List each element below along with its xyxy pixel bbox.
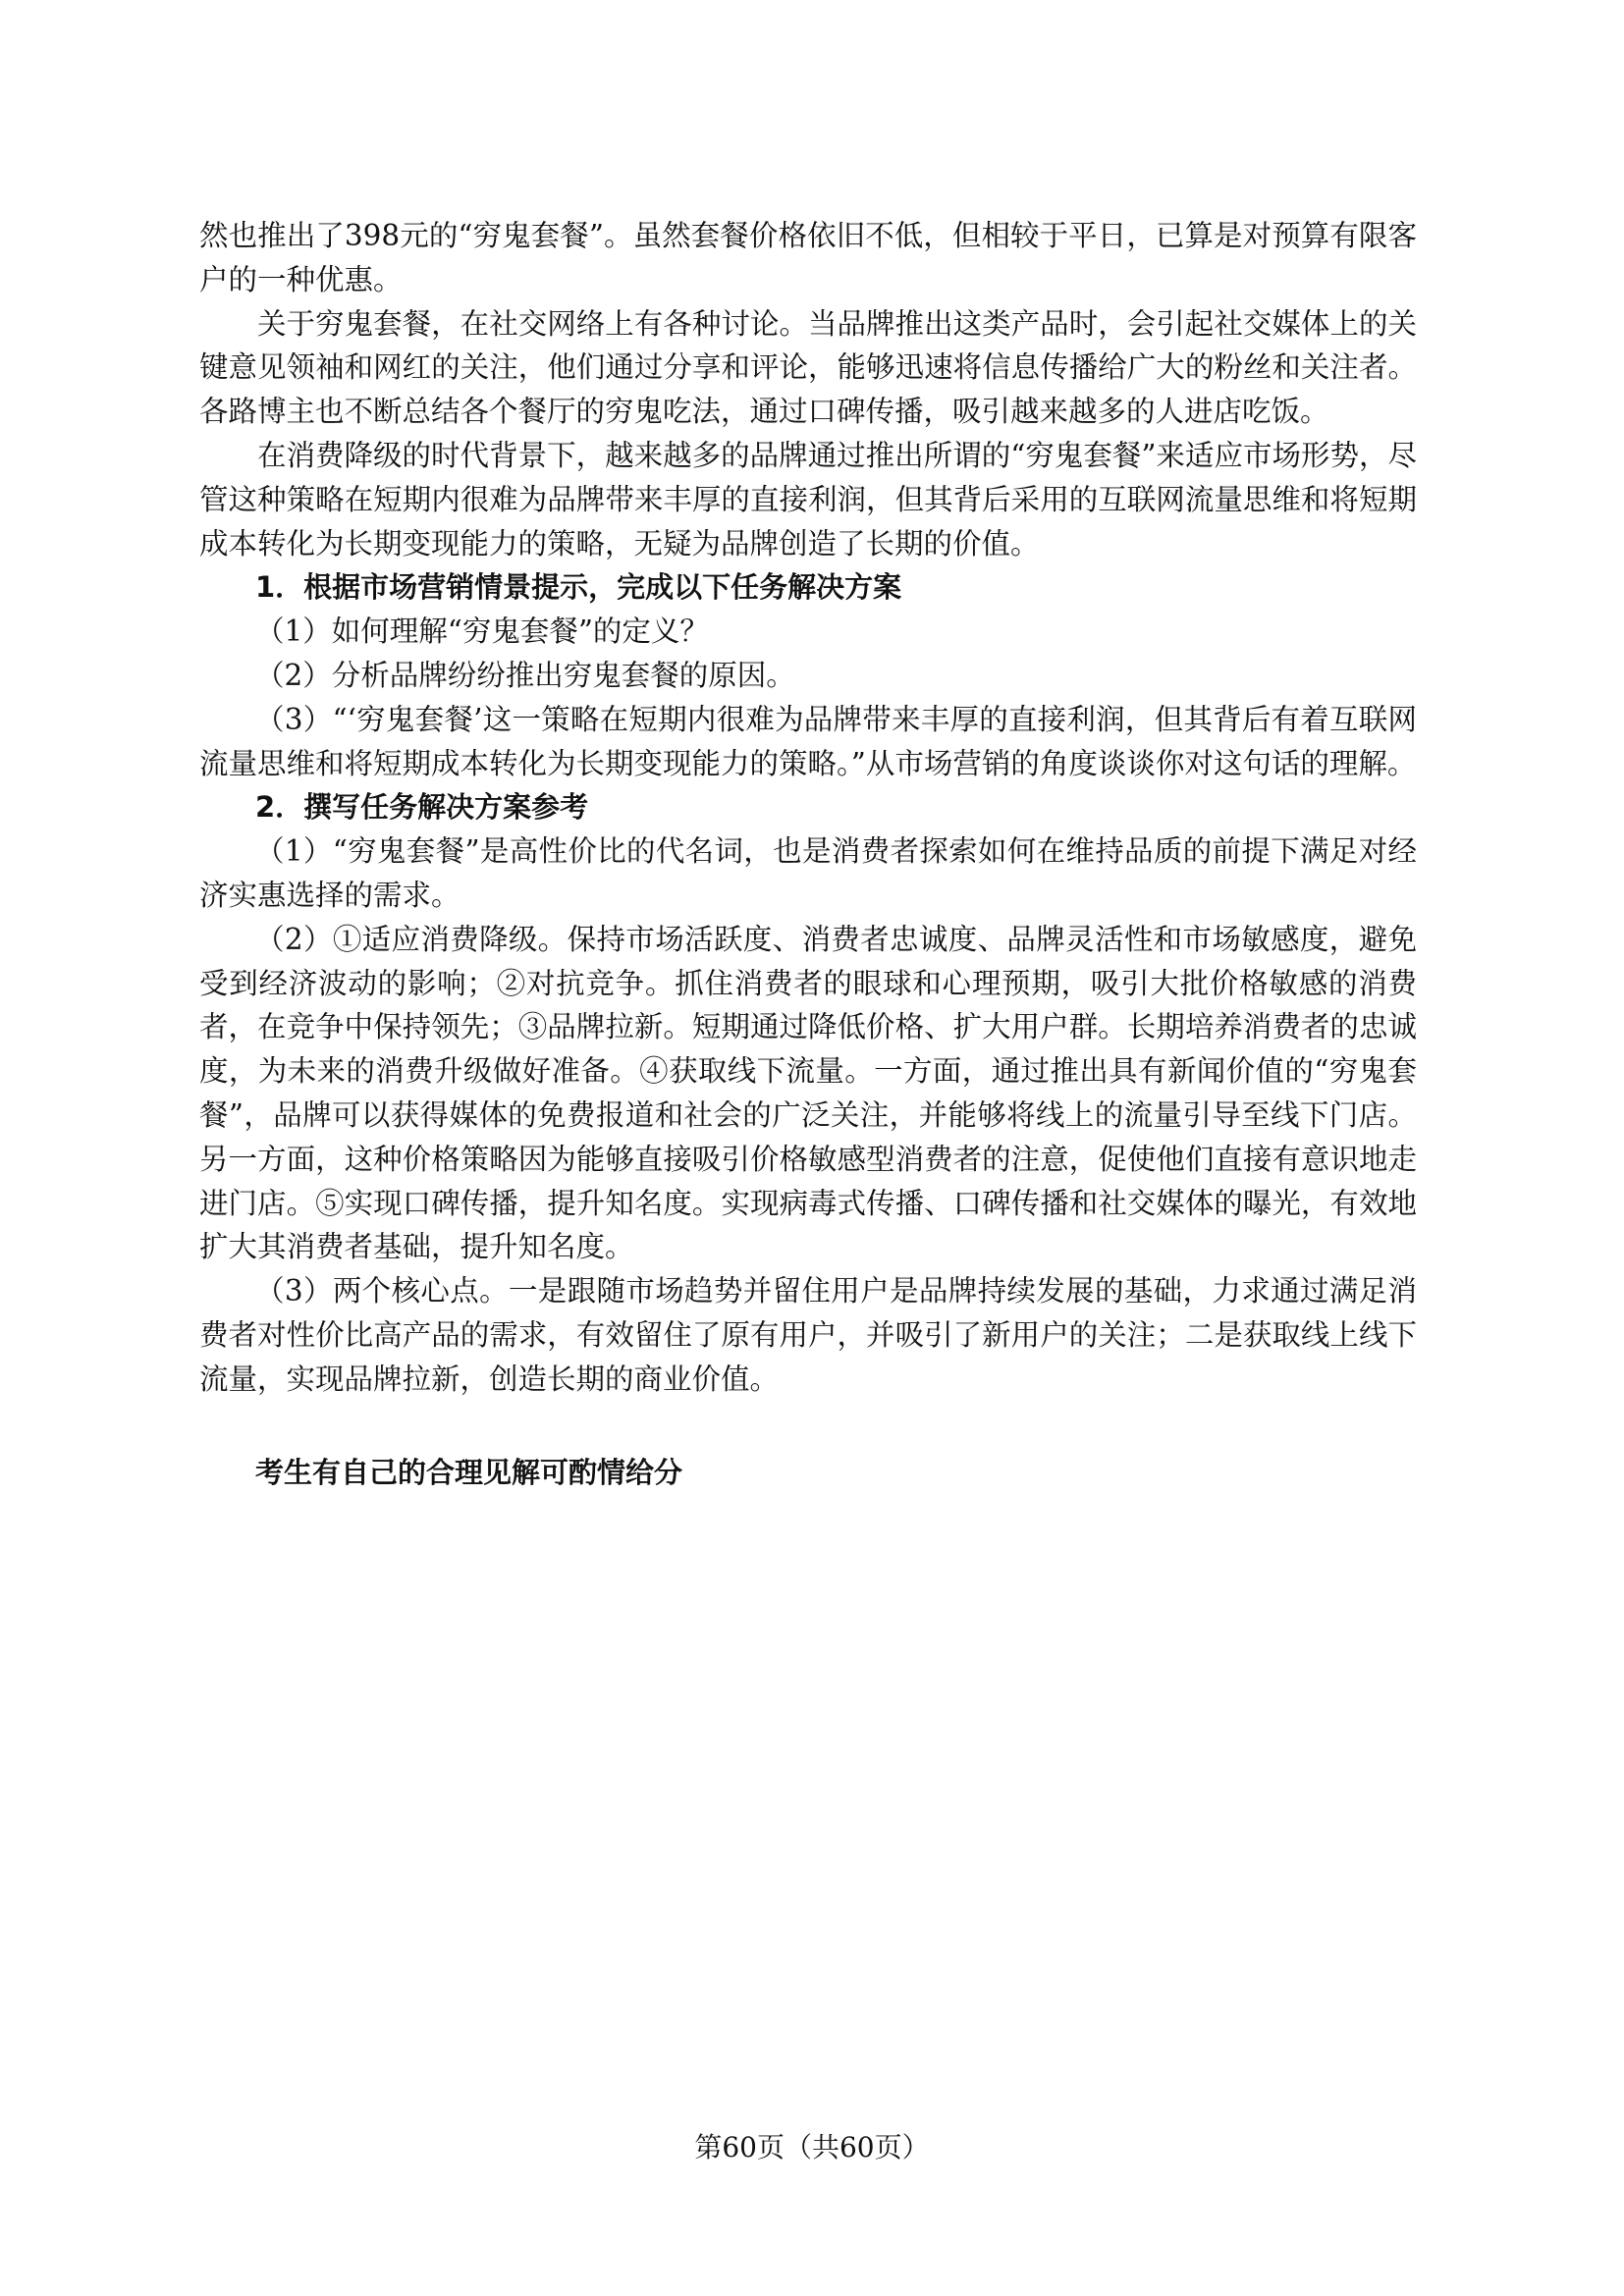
- intro-paragraph: 然也推出了398元的“穷鬼套餐”。虽然套餐价格依旧不低，但相较于平日，已算是对预算有限客户的一种优惠。: [199, 219, 1417, 296]
- task2-heading: 2．撰写任务解决方案参考: [255, 790, 589, 825]
- context-paragraph: 在消费降级的时代背景下，越来越多的品牌通过推出所谓的“穷鬼套餐”来适应市场形势，尽管这种策略在短期内很难为品牌带来丰厚的直接利润，但其背后采用的互联网流量思维和将短期成本转化为长期变现能力的策略，无疑为品牌创造了长期的价值。: [199, 438, 1417, 561]
- task1-question-3: （3）“‘穷鬼套餐’这一策略在短期内很难为品牌带来丰厚的直接利润，但其背后有着互联网流量思维和将短期成本转化为长期变现能力的策略。”从市场营销的角度谈谈你对这句话的理解。: [199, 702, 1417, 780]
- task1-heading: 1．根据市场营销情景提示，完成以下任务解决方案: [255, 570, 902, 605]
- task1-question-2: （2）分析品牌纷纷推出穷鬼套餐的原因。: [255, 658, 795, 692]
- grading-note: 考生有自己的合理见解可酌情给分: [255, 1455, 683, 1489]
- page-number-footer: 第60页（共60页）: [694, 2131, 930, 2163]
- page-content: [199, 214, 1417, 1494]
- social-media-paragraph: 关于穷鬼套餐，在社交网络上有各种讨论。当品牌推出这类产品时，会引起社交媒体上的关键意见领袖和网红的关注，他们通过分享和评论，能够迅速将信息传播给广大的粉丝和关注者。各路博主也不断总结各个餐厅的穷鬼吃法，通过口碑传播，吸引越来越多的人进店吃饭。: [199, 306, 1417, 429]
- task2-answer-2: （2）①适应消费降级。保持市场活跃度、消费者忠诚度、品牌灵活性和市场敏感度，避免受到经济波动的影响；②对抗竞争。抓住消费者的眼球和心理预期，吸引大批价格敏感的消费者，在竞争中保持领先；③品牌拉新。短期通过降低价格、扩大用户群。长期培养消费者的忠诚度，为未来的消费升级做好准备。④获取线下流量。一方面，通过推出具有新闻价值的“穷鬼套餐”，品牌可以获得媒体的免费报道和社会的广泛关注，并能够将线上的流量引导至线下门店。另一方面，这种价格策略因为能够直接吸引价格敏感型消费者的注意，促使他们直接有意识地走进门店。⑤实现口碑传播，提升知名度。实现病毒式传播、口碑传播和社交媒体的曝光，有效地扩大其消费者基础，提升知名度。: [199, 922, 1417, 1264]
- task2-answer-3: （3）两个核心点。一是跟随市场趋势并留住用户是品牌持续发展的基础，力求通过满足消费者对性价比高产品的需求，有效留住了原有用户，并吸引了新用户的关注；二是获取线上线下流量，实现品牌拉新，创造长期的商业价值。: [199, 1274, 1417, 1396]
- task1-question-1: （1）如何理解“穷鬼套餐”的定义？: [255, 614, 709, 649]
- task2-answer-1: （1）“穷鬼套餐”是高性价比的代名词，也是消费者探索如何在维持品质的前提下满足对经济实惠选择的需求。: [199, 834, 1417, 912]
